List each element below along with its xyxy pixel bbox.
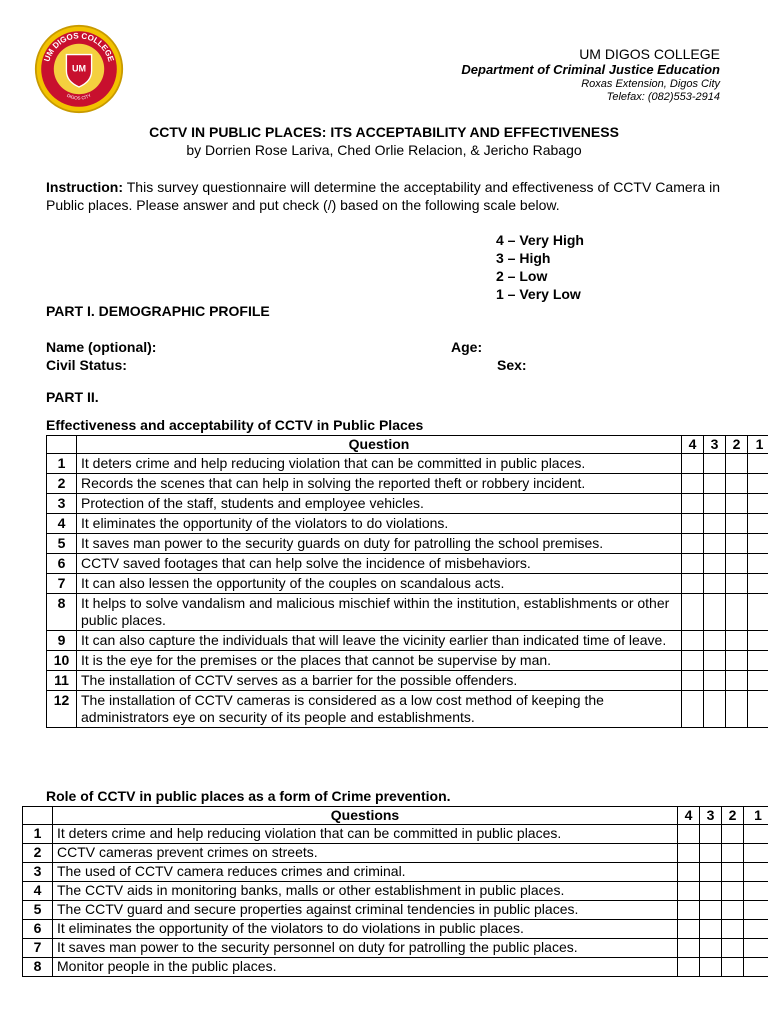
scale-item: 3 – High — [496, 250, 551, 266]
rating-cell-1[interactable] — [748, 671, 768, 691]
rating-cell-1[interactable] — [748, 494, 768, 514]
row-number: 5 — [23, 901, 53, 920]
rating-cell-3[interactable] — [704, 631, 726, 651]
row-number: 8 — [23, 958, 53, 977]
header-1: 1 — [748, 436, 768, 454]
department-name: Department of Criminal Justice Education — [461, 62, 720, 77]
rating-cell-2[interactable] — [726, 554, 748, 574]
rating-cell-3[interactable] — [704, 651, 726, 671]
rating-cell-1[interactable] — [744, 958, 768, 977]
question-text: It eliminates the opportunity of the violators to do violations. — [77, 514, 682, 534]
row-number: 12 — [47, 691, 77, 728]
instruction — [46, 178, 720, 214]
sex-label: Sex: — [497, 357, 527, 373]
rating-cell-1[interactable] — [744, 882, 768, 901]
rating-cell-2[interactable] — [726, 594, 748, 631]
question-text: It deters crime and help reducing violation that can be committed in public places. — [77, 454, 682, 474]
row-number: 1 — [23, 825, 53, 844]
rating-cell-2[interactable] — [726, 474, 748, 494]
civil-status-label: Civil Status: — [46, 357, 127, 373]
rating-cell-2[interactable] — [722, 939, 744, 958]
rating-cell-4[interactable] — [682, 671, 704, 691]
row-number: 8 — [47, 594, 77, 631]
table-row — [23, 844, 768, 863]
rating-cell-1[interactable] — [748, 454, 768, 474]
rating-cell-2[interactable] — [726, 494, 748, 514]
rating-cell-3[interactable] — [704, 494, 726, 514]
name-label: Name (optional): — [46, 339, 157, 355]
rating-cell-1[interactable] — [748, 691, 768, 728]
table-row — [23, 901, 768, 920]
rating-cell-2[interactable] — [722, 882, 744, 901]
rating-cell-1[interactable] — [744, 825, 768, 844]
row-number: 7 — [47, 574, 77, 594]
rating-cell-2[interactable] — [722, 958, 744, 977]
header-4: 4 — [682, 436, 704, 454]
header-1: 1 — [744, 807, 768, 825]
rating-cell-1[interactable] — [744, 863, 768, 882]
rating-cell-2[interactable] — [726, 631, 748, 651]
rating-cell-2[interactable] — [726, 514, 748, 534]
table-row — [23, 882, 768, 901]
document-title: CCTV IN PUBLIC PLACES: ITS ACCEPTABILITY AND EFFECTIVENESS — [149, 124, 619, 140]
rating-cell-2[interactable] — [726, 651, 748, 671]
table1-title: Effectiveness and acceptability of CCTV in Public Places — [46, 417, 424, 433]
rating-cell-1[interactable] — [744, 920, 768, 939]
header-2: 2 — [722, 807, 744, 825]
part1-title: PART I. DEMOGRAPHIC PROFILE — [46, 303, 270, 319]
row-number: 4 — [23, 882, 53, 901]
table-header-row — [47, 436, 768, 454]
rating-cell-4[interactable] — [682, 631, 704, 651]
rating-cell-2[interactable] — [722, 825, 744, 844]
instruction-label: Instruction: — [46, 179, 123, 195]
rating-cell-3[interactable] — [700, 958, 722, 977]
table-row — [47, 671, 768, 691]
rating-cell-4[interactable] — [678, 882, 700, 901]
rating-cell-2[interactable] — [726, 671, 748, 691]
table-row — [47, 494, 768, 514]
rating-cell-4[interactable] — [682, 514, 704, 534]
header-3: 3 — [700, 807, 722, 825]
rating-cell-1[interactable] — [748, 574, 768, 594]
table2-title: Role of CCTV in public places as a form of Crime prevention. — [46, 788, 451, 804]
question-text: It helps to solve vandalism and malicious mischief within the institution, establishments or other public places. — [77, 594, 682, 631]
rating-cell-4[interactable] — [678, 901, 700, 920]
rating-cell-1[interactable] — [748, 651, 768, 671]
college-seal-logo — [34, 24, 124, 114]
rating-cell-4[interactable] — [682, 554, 704, 574]
college-name: UM DIGOS COLLEGE — [579, 46, 720, 62]
rating-cell-1[interactable] — [748, 631, 768, 651]
row-number: 5 — [47, 534, 77, 554]
rating-cell-3[interactable] — [704, 554, 726, 574]
instruction-text: This survey questionnaire will determine the acceptability and effectiveness of CCTV Camera in Public places. Please answer and put check (/) based on the following scale below. — [46, 179, 720, 213]
rating-cell-4[interactable] — [682, 691, 704, 728]
row-number: 4 — [47, 514, 77, 534]
rating-cell-3[interactable] — [700, 825, 722, 844]
rating-cell-3[interactable] — [700, 882, 722, 901]
row-number: 1 — [47, 454, 77, 474]
rating-cell-4[interactable] — [682, 494, 704, 514]
table-row — [47, 691, 768, 728]
scale-item: 2 – Low — [496, 268, 548, 284]
question-text: It eliminates the opportunity of the violators to do violations in public places. — [53, 920, 678, 939]
rating-cell-3[interactable] — [704, 594, 726, 631]
header-4: 4 — [678, 807, 700, 825]
question-text: The installation of CCTV cameras is considered as a low cost method of keeping the administrators eye on security of its people and establishments. — [77, 691, 682, 728]
rating-cell-4[interactable] — [682, 594, 704, 631]
rating-cell-4[interactable] — [678, 958, 700, 977]
part2-title: PART II. — [46, 389, 99, 405]
table-row — [23, 958, 768, 977]
row-number: 6 — [47, 554, 77, 574]
table-row — [47, 574, 768, 594]
rating-cell-2[interactable] — [722, 920, 744, 939]
question-text: It can also lessen the opportunity of the couples on scandalous acts. — [77, 574, 682, 594]
rating-cell-3[interactable] — [700, 920, 722, 939]
question-text: It is the eye for the premises or the places that cannot be supervise by man. — [77, 651, 682, 671]
rating-cell-4[interactable] — [682, 534, 704, 554]
question-text: It saves man power to the security guards on duty for patrolling the school premises. — [77, 534, 682, 554]
row-number: 10 — [47, 651, 77, 671]
svg-text:UM: UM — [72, 63, 86, 74]
rating-cell-1[interactable] — [748, 474, 768, 494]
question-text: The CCTV guard and secure properties against criminal tendencies in public places. — [53, 901, 678, 920]
table-row — [47, 474, 768, 494]
row-number: 7 — [23, 939, 53, 958]
table-row — [47, 514, 768, 534]
header-num-cell — [47, 436, 77, 454]
rating-cell-3[interactable] — [704, 454, 726, 474]
rating-cell-3[interactable] — [700, 863, 722, 882]
row-number: 3 — [23, 863, 53, 882]
rating-cell-2[interactable] — [726, 454, 748, 474]
rating-cell-1[interactable] — [744, 844, 768, 863]
rating-cell-1[interactable] — [748, 554, 768, 574]
svg-text:UM DIGOS COLLEGE: UM DIGOS COLLEGE — [42, 31, 116, 63]
rating-cell-4[interactable] — [678, 863, 700, 882]
rating-cell-1[interactable] — [748, 534, 768, 554]
effectiveness-table — [46, 435, 768, 728]
rating-cell-1[interactable] — [744, 939, 768, 958]
rating-cell-2[interactable] — [722, 844, 744, 863]
authors: by Dorrien Rose Lariva, Ched Orlie Relacion, & Jericho Rabago — [186, 142, 582, 158]
rating-cell-2[interactable] — [726, 691, 748, 728]
header-question: Question — [77, 436, 682, 454]
rating-cell-3[interactable] — [704, 574, 726, 594]
table-header-row — [23, 807, 768, 825]
table-row — [47, 534, 768, 554]
address: Roxas Extension, Digos City — [581, 78, 720, 90]
rating-cell-4[interactable] — [682, 474, 704, 494]
rating-scale — [496, 231, 584, 303]
question-text: The installation of CCTV serves as a barrier for the possible offenders. — [77, 671, 682, 691]
rating-cell-4[interactable] — [678, 939, 700, 958]
row-number: 2 — [47, 474, 77, 494]
age-label: Age: — [451, 339, 483, 355]
rating-cell-3[interactable] — [700, 939, 722, 958]
rating-cell-3[interactable] — [704, 534, 726, 554]
letterhead — [461, 46, 720, 104]
table-row — [23, 939, 768, 958]
rating-cell-3[interactable] — [700, 901, 722, 920]
row-number: 2 — [23, 844, 53, 863]
question-text: The used of CCTV camera reduces crimes and criminal. — [53, 863, 678, 882]
table-row — [47, 651, 768, 671]
question-text: It deters crime and help reducing violation that can be committed in public places. — [53, 825, 678, 844]
rating-cell-3[interactable] — [700, 844, 722, 863]
rating-cell-4[interactable] — [678, 825, 700, 844]
table-row — [47, 631, 768, 651]
rating-cell-3[interactable] — [704, 514, 726, 534]
rating-cell-2[interactable] — [722, 863, 744, 882]
row-number: 6 — [23, 920, 53, 939]
scale-item: 1 – Very Low — [496, 286, 581, 302]
telefax: Telefax: (082)553-2914 — [606, 91, 720, 103]
question-text: It saves man power to the security personnel on duty for patrolling the public places. — [53, 939, 678, 958]
header-num-cell — [23, 807, 53, 825]
rating-cell-4[interactable] — [682, 651, 704, 671]
question-text: CCTV cameras prevent crimes on streets. — [53, 844, 678, 863]
table-row — [23, 920, 768, 939]
rating-cell-4[interactable] — [682, 574, 704, 594]
rating-cell-2[interactable] — [722, 901, 744, 920]
row-number: 3 — [47, 494, 77, 514]
rating-cell-1[interactable] — [744, 901, 768, 920]
rating-cell-1[interactable] — [748, 514, 768, 534]
question-text: Records the scenes that can help in solving the reported theft or robbery incident. — [77, 474, 682, 494]
question-text: It can also capture the individuals that will leave the vicinity earlier than indicated time of leave. — [77, 631, 682, 651]
rating-cell-4[interactable] — [678, 844, 700, 863]
question-text: CCTV saved footages that can help solve the incidence of misbehaviors. — [77, 554, 682, 574]
question-text: Protection of the staff, students and employee vehicles. — [77, 494, 682, 514]
scale-item: 4 – Very High — [496, 232, 584, 248]
rating-cell-4[interactable] — [682, 454, 704, 474]
rating-cell-2[interactable] — [726, 534, 748, 554]
table-row — [47, 554, 768, 574]
rating-cell-3[interactable] — [704, 474, 726, 494]
rating-cell-2[interactable] — [726, 574, 748, 594]
rating-cell-3[interactable] — [704, 671, 726, 691]
question-text: Monitor people in the public places. — [53, 958, 678, 977]
crime-prevention-table — [22, 806, 768, 977]
rating-cell-1[interactable] — [748, 594, 768, 631]
question-text: The CCTV aids in monitoring banks, malls or other establishment in public places. — [53, 882, 678, 901]
table-row — [23, 825, 768, 844]
header-question: Questions — [53, 807, 678, 825]
rating-cell-3[interactable] — [704, 691, 726, 728]
table-row — [47, 454, 768, 474]
table-row — [47, 594, 768, 631]
rating-cell-4[interactable] — [678, 920, 700, 939]
row-number: 9 — [47, 631, 77, 651]
svg-text:DIGOS CITY: DIGOS CITY — [66, 92, 92, 101]
table-row — [23, 863, 768, 882]
header-2: 2 — [726, 436, 748, 454]
header-3: 3 — [704, 436, 726, 454]
row-number: 11 — [47, 671, 77, 691]
